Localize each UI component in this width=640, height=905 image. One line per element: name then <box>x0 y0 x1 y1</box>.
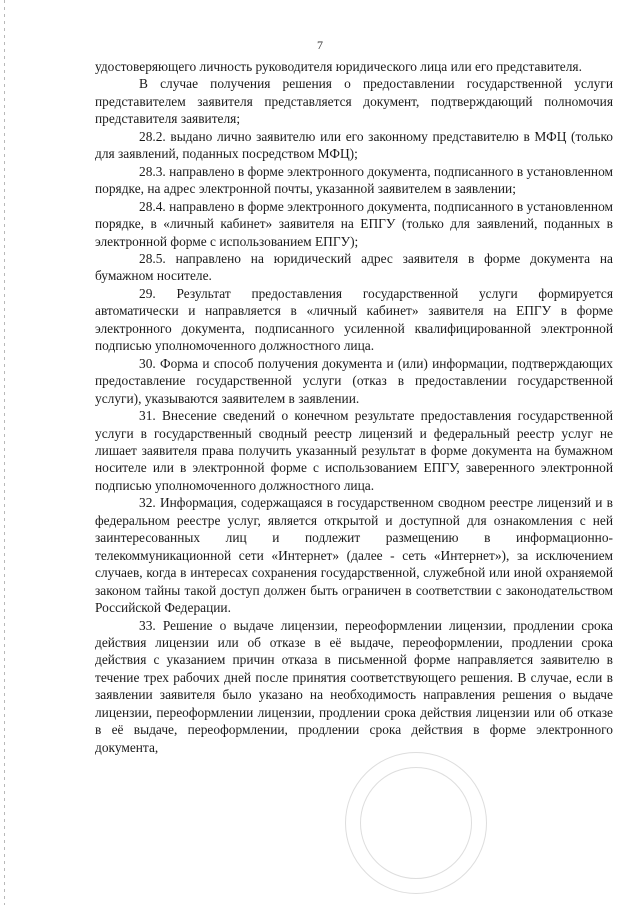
paragraph: 28.2. выдано лично заявителю или его законному представителю в МФЦ (только для заявлений, поданных посредством МФЦ); <box>95 128 613 162</box>
paragraph: 33. Решение о выдаче лицензии, переоформлении лицензии, продлении срока действия лицензии или об отказе в её выдаче, переоформлении, продлении срока действия с указанием причин отказа в письменной форме направляется заявителю в течение трех рабочих дней после принятия соответствующего решения. В случае, если в заявлении заявителя было указано на необходимость направления решения о выдаче лицензии, переоформлении лицензии, продлении срока действия лицензии или об отказе в её выдаче, переоформлении, продлении срока действия в форме электронного документа, <box>95 617 613 755</box>
paragraph: 32. Информация, содержащаяся в государственном сводном реестре лицензий и в федеральном реестре услуг, является открытой и доступной для ознакомления с ней заинтересованных лиц и подлежит размещению в информационно-телекоммуникационной сети «Интернет» (далее - сеть «Интернет»), за исключением случаев, когда в интересах сохранения государственной, служебной или иной охраняемой законом тайны такой доступ должен быть ограничен в соответствии с законодательством Российской Федерации. <box>95 495 613 616</box>
paragraph: 28.5. направлено на юридический адрес заявителя в форме документа на бумажном носителе. <box>95 250 613 284</box>
paragraph: 28.4. направлено в форме электронного документа, подписанного в установленном порядке, в «личный кабинет» заявителя на ЕПГУ (только для заявлений, поданных в электронной форме с использованием ЕПГУ); <box>95 198 613 249</box>
official-seal-stamp <box>345 752 487 894</box>
paragraph: 29. Результат предоставления государственной услуги формируется автоматически и направляется в «личный кабинет» заявителя на ЕПГУ в форме электронного документа, подписанного усиленной квалифицированной электронной подписью уполномоченного должностного лица. <box>95 285 613 354</box>
paragraph: В случае получения решения о предоставлении государственной услуги представителем заявителя представляется документ, подтверждающий полномочия представителя заявителя; <box>95 76 613 127</box>
paragraph: 28.3. направлено в форме электронного документа, подписанного в установленном порядке, на адрес электронной почты, указанной заявителем в заявлении; <box>95 163 613 197</box>
document-body <box>95 58 613 756</box>
scan-edge-line <box>4 0 5 905</box>
paragraph: 31. Внесение сведений о конечном результате предоставления государственной услуги в государственный сводный реестр лицензий и федеральный реестр услуг не лишает заявителя права получить указанный результат в форме документа на бумажном носителе или в электронной форме с использованием ЕПГУ, заверенного электронной подписью уполномоченного должностного лица. <box>95 408 613 493</box>
page-number: 7 <box>317 38 323 52</box>
paragraph: 30. Форма и способ получения документа и (или) информации, подтверждающих предоставление государственной услуги (отказ в предоставлении государственной услуги), указываются заявителем в заявлении. <box>95 355 613 406</box>
paragraph: удостоверяющего личность руководителя юридического лица или его представителя. <box>95 59 582 74</box>
